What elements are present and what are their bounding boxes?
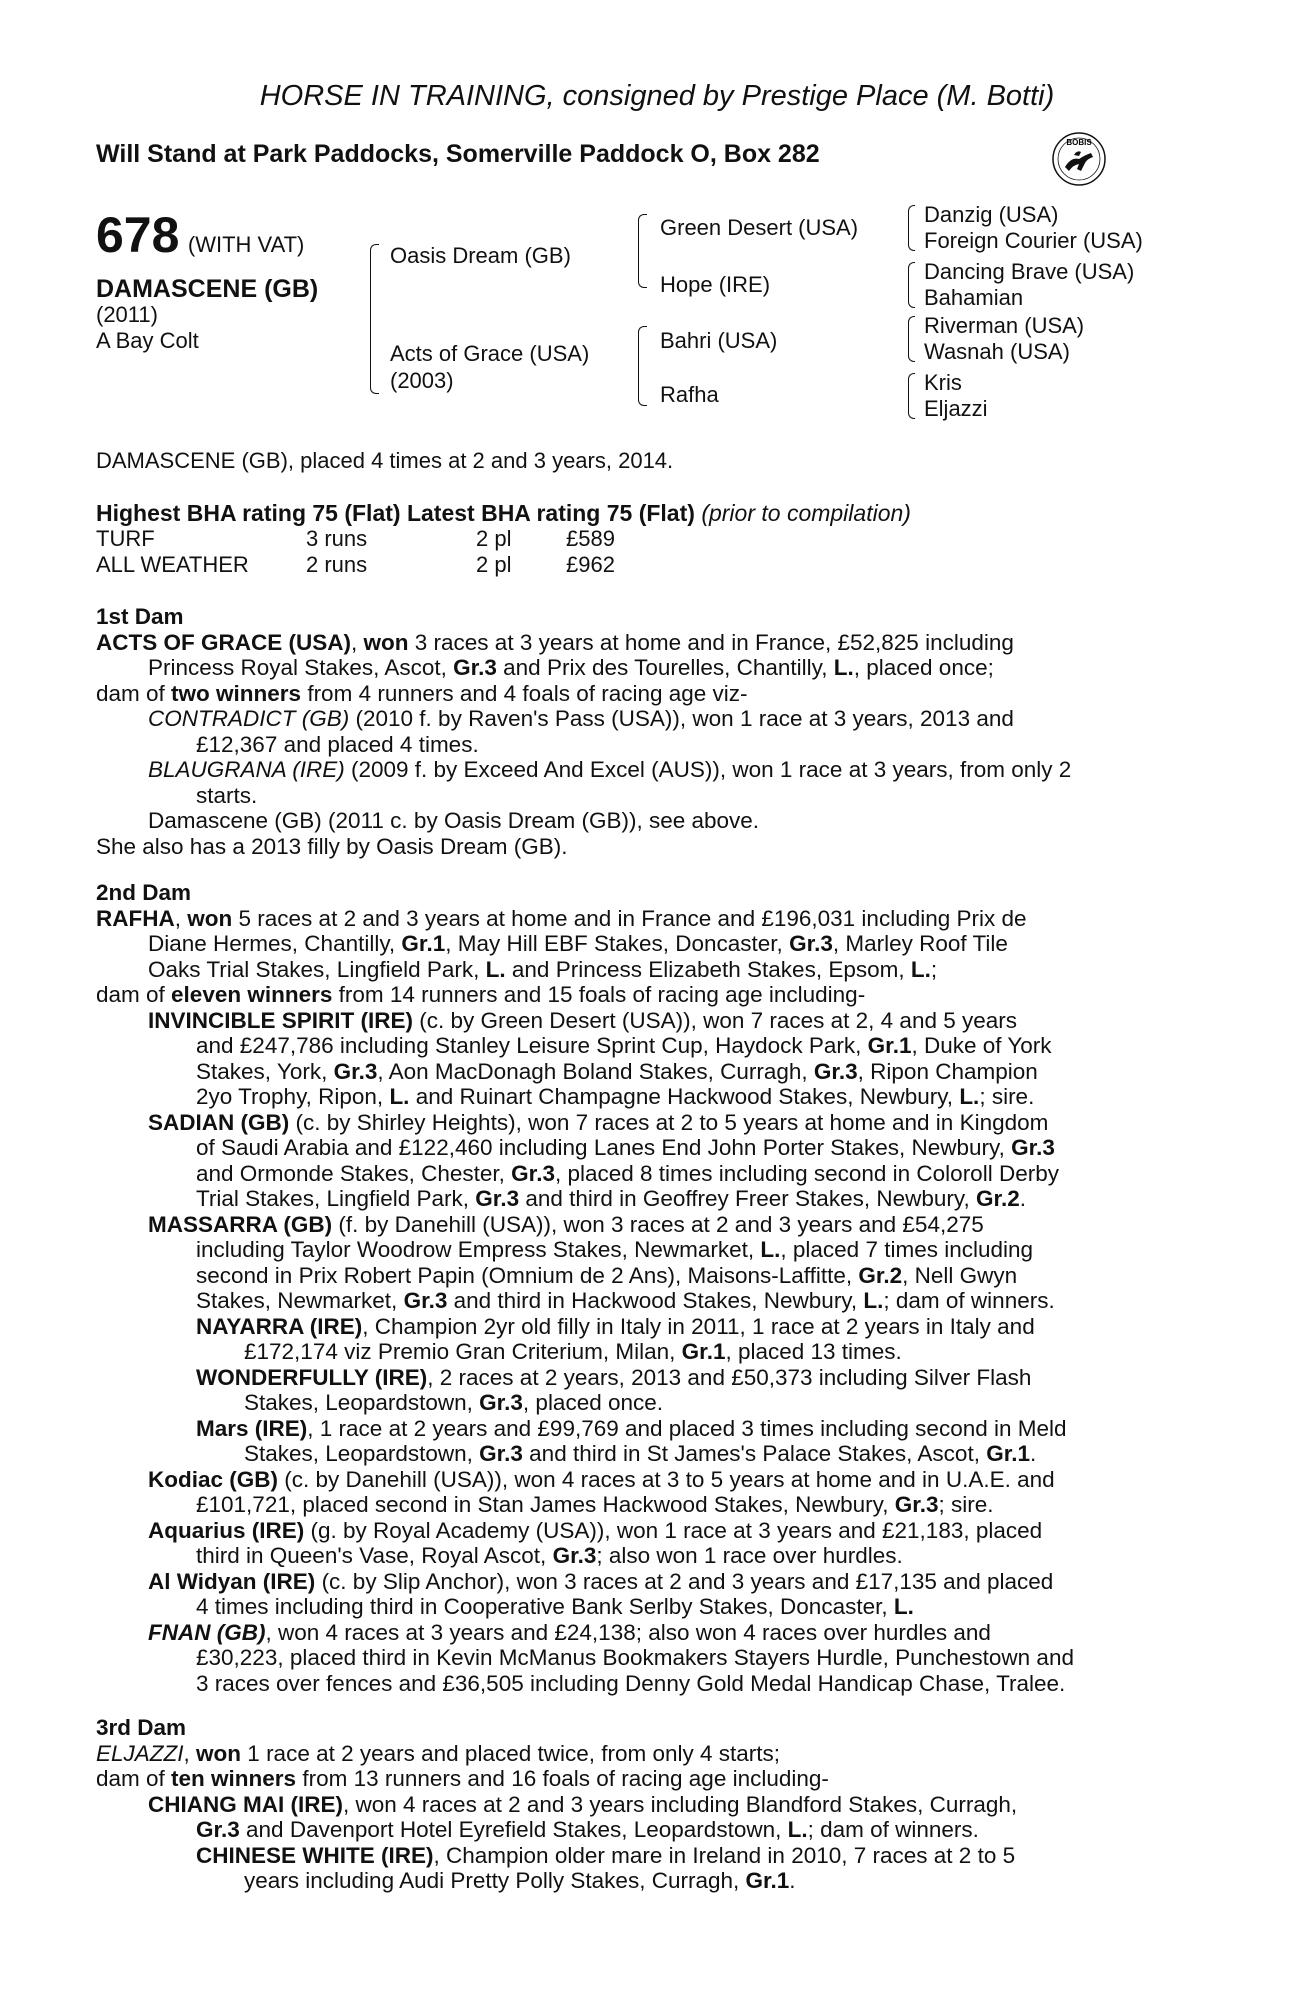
rating-row-turf <box>96 526 615 552</box>
text-fragment: Stakes, Newmarket, <box>196 1288 404 1313</box>
pedigree-sds: Dancing Brave (USA) <box>924 259 1135 284</box>
rating-surface: ALL WEATHER <box>96 552 249 577</box>
text-fragment: ELJAZZI <box>96 1740 184 1766</box>
text-fragment: , 2 races at 2 years, 2013 and £50,373 including Silver Flash <box>427 1364 1032 1390</box>
text-fragment: (g. by Royal Academy (USA)), won 1 race at 3 years and £21,183, placed <box>304 1517 1043 1543</box>
text-fragment: and third in St James's Palace Stakes, Ascot, <box>522 1441 987 1466</box>
text-line <box>96 1339 1074 1365</box>
pedigree-ddd: Eljazzi <box>924 396 988 421</box>
text-fragment: ; also won 1 race over hurdles. <box>596 1543 903 1568</box>
text-fragment: 5 races at 2 and 3 years at home and in France and £196,031 including Prix de <box>232 905 1027 931</box>
third-dam-heading: 3rd Dam <box>96 1715 187 1740</box>
text-line <box>96 1868 1017 1894</box>
text-line <box>96 982 1074 1008</box>
text-fragment: , won 4 races at 2 and 3 years including Blandford Stakes, Curragh, <box>343 1791 1018 1817</box>
text-fragment: L. <box>389 1084 410 1109</box>
text-fragment: Stakes, York, <box>196 1058 334 1084</box>
text-fragment: , 1 race at 2 years and £99,769 and placed 3 times including second in Meld <box>307 1415 1067 1441</box>
text-line <box>96 1161 1074 1187</box>
pedigree-bracket-3a <box>908 205 915 251</box>
text-line <box>96 1817 1017 1843</box>
text-fragment: , May Hill EBF Stakes, Doncaster, <box>445 931 790 956</box>
text-fragment: Gr.2 <box>975 1186 1020 1211</box>
text-fragment: (c. by Danehill (USA)), won 4 races at 3 to 5 years at home and in U.A.E. and <box>278 1466 1055 1492</box>
text-fragment: ; dam of winners. <box>807 1817 979 1842</box>
text-fragment: Gr.3 <box>789 931 833 956</box>
text-line <box>96 957 1074 983</box>
pedigree-bracket-2a <box>638 214 647 288</box>
text-fragment: and third in Hackwood Stakes, Newbury, <box>447 1288 864 1313</box>
text-fragment: L. <box>760 1237 781 1262</box>
text-line <box>96 1186 1074 1212</box>
lot-number-row <box>96 206 304 264</box>
text-line <box>96 1084 1074 1110</box>
text-fragment: £30,223, placed third in Kevin McManus Bookmakers Stayers Hurdle, Punchestown and <box>196 1645 1074 1670</box>
text-line <box>96 1008 1074 1034</box>
text-fragment: L. <box>485 956 506 982</box>
text-fragment: Gr.1 <box>867 1033 912 1058</box>
rating-line <box>96 500 911 527</box>
text-fragment: including Taylor Woodrow Empress Stakes, Newmarket, <box>196 1237 761 1262</box>
rating-runs: 3 runs <box>306 526 368 551</box>
text-fragment: 1 race at 2 years and placed twice, from only 4 starts; <box>241 1740 781 1766</box>
text-fragment: won <box>187 905 233 931</box>
text-fragment: RAFHA <box>96 905 175 931</box>
text-fragment: 2yo Trophy, Ripon, <box>196 1084 390 1109</box>
page-title: HORSE IN TRAINING, consigned by Prestige Place (M. Botti) <box>259 80 1055 112</box>
text-fragment: Gr.3 <box>403 1288 448 1313</box>
text-line <box>96 1620 1074 1646</box>
text-fragment: SADIAN (GB) <box>148 1109 290 1135</box>
text-fragment: Gr.3 <box>1011 1135 1055 1160</box>
text-fragment: L. <box>833 655 854 680</box>
text-line <box>96 1467 1074 1493</box>
text-fragment: CONTRADICT (GB) <box>148 706 350 731</box>
text-line <box>96 706 1071 732</box>
text-line <box>96 1843 1017 1869</box>
text-fragment: Diane Hermes, Chantilly, <box>148 931 402 956</box>
text-fragment: INVINCIBLE SPIRIT (IRE) <box>148 1007 414 1033</box>
text-fragment: of Saudi Arabia and £122,460 including Lanes End John Porter Stakes, Newbury, <box>196 1135 1012 1160</box>
text-fragment: from 14 runners and 15 foals of racing age including- <box>332 982 866 1007</box>
text-fragment: , Duke of York <box>911 1033 1052 1058</box>
rating-placed: 2 pl <box>476 526 512 551</box>
text-fragment: dam of <box>96 1766 172 1791</box>
text-fragment: 4 times including third in Cooperative Bank Serlby Stakes, Doncaster, <box>196 1594 894 1619</box>
text-fragment: ; sire. <box>979 1084 1035 1109</box>
second-dam-section <box>96 880 1074 1696</box>
text-fragment: L. <box>863 1288 884 1313</box>
text-line <box>96 931 1074 957</box>
text-fragment: third in Queen's Vase, Royal Ascot, <box>196 1543 553 1568</box>
text-fragment: Gr.3 <box>475 1186 520 1211</box>
race-summary: DAMASCENE (GB), placed 4 times at 2 and 3 years, 2014. <box>96 448 674 473</box>
text-fragment: Gr.3 <box>894 1492 939 1517</box>
text-fragment: (2009 f. by Exceed And Excel (AUS)), won 1 race at 3 years, from only 2 <box>344 757 1072 782</box>
text-fragment: CHIANG MAI (IRE) <box>148 1791 343 1817</box>
first-dam-section <box>96 604 1071 859</box>
vat-note: (WITH VAT) <box>187 232 305 257</box>
text-fragment: , placed 8 times including second in Coloroll Derby <box>554 1160 1059 1186</box>
third-dam-section <box>96 1715 1017 1894</box>
text-line <box>96 757 1071 783</box>
rating-row-all-weather <box>96 552 615 578</box>
pedigree-sire: Oasis Dream (GB) <box>390 243 571 268</box>
second-dam-heading: 2nd Dam <box>96 880 192 905</box>
text-fragment: two winners <box>171 680 302 706</box>
text-line <box>96 1110 1074 1136</box>
text-fragment: (c. by Green Desert (USA)), won 7 races at 2, 4 and 5 years <box>413 1007 1018 1033</box>
text-fragment: Gr.3 <box>333 1058 378 1084</box>
text-fragment: ; <box>930 956 938 982</box>
text-line <box>96 1059 1074 1085</box>
pedigree-dam-sire: Bahri (USA) <box>660 328 778 353</box>
text-fragment: ACTS OF GRACE (USA) <box>96 629 351 655</box>
text-fragment: WONDERFULLY (IRE) <box>196 1364 428 1390</box>
text-line <box>96 1390 1074 1416</box>
pedigree-dam: Acts of Grace (USA) <box>390 341 590 366</box>
text-line <box>96 1212 1074 1238</box>
pedigree-dam-dam: Rafha <box>660 382 719 407</box>
text-fragment: She also has a 2013 filly by Oasis Dream (GB). <box>96 833 568 859</box>
text-fragment: Gr.3 <box>453 655 497 680</box>
text-line <box>96 1314 1074 1340</box>
text-fragment: starts. <box>196 782 258 808</box>
text-fragment: eleven winners <box>171 982 333 1007</box>
text-line <box>96 1518 1074 1544</box>
text-fragment: . <box>789 1868 796 1893</box>
text-fragment: Stakes, Leopardstown, <box>244 1390 480 1415</box>
pedigree-sdd: Bahamian <box>924 285 1024 310</box>
text-fragment: Damascene (GB) (2011 c. by Oasis Dream (GB)), see above. <box>148 808 760 833</box>
text-fragment: Trial Stakes, Lingfield Park, <box>196 1186 476 1211</box>
text-fragment: , Champion 2yr old filly in Italy in 2011, 1 race at 2 years in Italy and <box>362 1313 1035 1339</box>
horse-description: A Bay Colt <box>96 328 199 353</box>
text-fragment: . <box>1029 1441 1037 1466</box>
text-fragment: , won 4 races at 3 years and £24,138; also won 4 races over hurdles and <box>265 1619 991 1645</box>
text-fragment: Gr.3 <box>479 1441 523 1466</box>
text-fragment: Al Widyan (IRE) <box>148 1568 316 1594</box>
text-fragment: (f. by Danehill (USA)), won 3 races at 2 and 3 years and £54,275 <box>332 1211 984 1237</box>
rating-bold: Highest BHA rating 75 (Flat) Latest BHA rating 75 (Flat) <box>96 500 695 526</box>
text-fragment: dam of <box>96 982 172 1007</box>
text-fragment: dam of <box>96 680 172 706</box>
text-fragment: NAYARRA (IRE) <box>196 1313 363 1339</box>
text-fragment: £101,721, placed second in Stan James Hackwood Stakes, Newbury, <box>196 1492 895 1517</box>
text-line <box>96 1237 1074 1263</box>
text-fragment: (c. by Shirley Heights), won 7 races at 2 to 5 years at home and in Kingdom <box>289 1109 1049 1135</box>
text-line <box>96 1416 1074 1442</box>
text-fragment: , Ripon Champion <box>857 1058 1038 1084</box>
text-fragment: years including Audi Pretty Polly Stakes, Curragh, <box>244 1868 746 1893</box>
text-line <box>96 1135 1074 1161</box>
text-fragment: Gr.3 <box>479 1390 523 1415</box>
text-line <box>96 1288 1074 1314</box>
text-fragment: , <box>174 905 188 931</box>
first-dam-heading: 1st Dam <box>96 604 184 629</box>
horse-year: (2011) <box>96 302 158 327</box>
text-fragment: and Princess Elizabeth Stakes, Epsom, <box>505 956 911 982</box>
text-fragment: and Prix des Tourelles, Chantilly, <box>496 655 834 680</box>
pedigree-bracket-3c <box>908 316 915 362</box>
text-line <box>96 655 1071 681</box>
text-fragment: Gr.1 <box>401 931 446 956</box>
pedigree-dsd: Wasnah (USA) <box>924 339 1070 364</box>
pedigree-bracket-3d <box>908 373 915 419</box>
text-fragment: , placed 7 times including <box>780 1237 1034 1262</box>
text-fragment: Kodiac (GB) <box>148 1466 279 1492</box>
rating-runs: 2 runs <box>306 552 368 577</box>
text-fragment: (c. by Slip Anchor), won 3 races at 2 and 3 years and £17,135 and placed <box>315 1568 1054 1594</box>
text-fragment: , placed once; <box>853 655 994 680</box>
pedigree-bracket-1 <box>370 244 379 394</box>
text-fragment: and Davenport Hotel Eyrefield Stakes, Leopardstown, <box>239 1817 788 1842</box>
lot-number: 678 <box>96 207 180 263</box>
text-fragment: Aquarius (IRE) <box>148 1517 305 1543</box>
text-fragment: ; sire. <box>938 1492 994 1517</box>
text-fragment: £172,174 viz Premio Gran Criterium, Milan, <box>244 1339 682 1364</box>
text-fragment: , placed once. <box>522 1390 664 1415</box>
text-fragment: , <box>183 1740 197 1766</box>
d2-line <box>96 906 1074 932</box>
pedigree-dam-year: (2003) <box>390 368 454 393</box>
text-fragment: BLAUGRANA (IRE) <box>148 757 345 782</box>
text-fragment: won <box>363 629 409 655</box>
text-fragment: Gr.3 <box>552 1543 597 1568</box>
text-fragment: L. <box>959 1084 980 1109</box>
text-line <box>96 681 1071 707</box>
pedigree-bracket-2b <box>638 326 647 406</box>
text-line <box>96 1033 1074 1059</box>
horse-name: DAMASCENE (GB) <box>96 275 319 303</box>
rating-prize: £962 <box>566 552 615 577</box>
text-fragment: and Ruinart Champagne Hackwood Stakes, Newbury, <box>409 1084 960 1109</box>
rating-note: (prior to compilation) <box>701 500 911 526</box>
text-line <box>96 1594 1074 1620</box>
text-fragment: , Champion older mare in Ireland in 2010, 7 races at 2 to 5 <box>433 1842 1016 1868</box>
text-fragment: (2010 f. by Raven's Pass (USA)), won 1 race at 3 years, 2013 and <box>349 706 1014 731</box>
pedigree-dss: Riverman (USA) <box>924 313 1085 338</box>
bobis-logo-text: BOBIS <box>1066 138 1092 147</box>
text-fragment: ten winners <box>171 1766 297 1791</box>
text-fragment: won <box>196 1740 242 1766</box>
text-fragment: , placed 13 times. <box>725 1339 902 1364</box>
text-line: ACTS OF GRACE (USA), won 3 races at 3 years at home and in France, £52,825 including <box>96 629 1014 655</box>
text-fragment: Princess Royal Stakes, Ascot, <box>148 655 454 680</box>
text-fragment: Gr.1 <box>681 1339 726 1364</box>
text-fragment: from 4 runners and 4 foals of racing age viz- <box>301 680 748 706</box>
text-line <box>96 1569 1074 1595</box>
text-fragment: Gr.1 <box>745 1868 790 1893</box>
text-fragment: £12,367 and placed 4 times. <box>196 731 479 757</box>
text-fragment: 3 races at 3 years at home and in France, £52,825 including <box>408 629 1014 655</box>
text-fragment: and third in Geoffrey Freer Stakes, Newbury, <box>519 1186 976 1211</box>
text-fragment: 3 races over fences and £36,505 including Denny Gold Medal Handicap Chase, Tralee. <box>196 1670 1066 1696</box>
rating-surface: TURF <box>96 526 155 551</box>
text-line <box>96 1263 1074 1289</box>
pedigree-sss: Danzig (USA) <box>924 202 1059 227</box>
pedigree-bracket-3b <box>908 262 915 308</box>
text-fragment: Oaks Trial Stakes, Lingfield Park, <box>148 956 486 982</box>
text-fragment: L. <box>787 1817 808 1842</box>
text-fragment: L. <box>893 1594 914 1619</box>
text-fragment: , Nell Gwyn <box>902 1262 1018 1288</box>
text-line <box>96 1365 1074 1391</box>
rating-prize: £589 <box>566 526 615 551</box>
text-fragment: ; dam of winners. <box>883 1288 1055 1313</box>
text-fragment: and £247,786 including Stanley Leisure Sprint Cup, Haydock Park, <box>196 1033 868 1058</box>
text-line <box>96 1441 1074 1467</box>
text-line <box>96 1543 1074 1569</box>
text-line <box>96 1492 1074 1518</box>
text-fragment: MASSARRA (GB) <box>148 1211 333 1237</box>
text-fragment: L. <box>910 956 931 982</box>
text-line <box>96 1792 1017 1818</box>
text-fragment: from 13 runners and 16 foals of racing age including- <box>296 1766 829 1791</box>
text-line <box>96 1766 1017 1792</box>
text-fragment: . <box>1019 1186 1026 1211</box>
text-fragment: Gr.1 <box>986 1441 1030 1466</box>
pedigree-dds: Kris <box>924 370 962 395</box>
text-fragment: Gr.3 <box>196 1817 240 1842</box>
text-fragment: Mars (IRE) <box>196 1415 308 1441</box>
pedigree-sire-dam: Hope (IRE) <box>660 272 771 297</box>
pedigree-ssd: Foreign Courier (USA) <box>924 228 1143 253</box>
text-fragment: FNAN (GB) <box>148 1619 266 1645</box>
rating-placed: 2 pl <box>476 552 512 577</box>
text-fragment: CHINESE WHITE (IRE) <box>196 1842 434 1868</box>
bobis-logo <box>1051 131 1107 187</box>
stand-location: Will Stand at Park Paddocks, Somerville Paddock O, Box 282 <box>96 140 820 168</box>
text-line <box>96 1741 1017 1767</box>
text-fragment: and Ormonde Stakes, Chester, <box>196 1160 512 1186</box>
text-fragment: Gr.3 <box>813 1058 858 1084</box>
text-fragment: Stakes, Leopardstown, <box>244 1441 480 1466</box>
text-fragment: Gr.3 <box>511 1160 555 1186</box>
text-fragment: second in Prix Robert Papin (Omnium de 2 Ans), Maisons-Laffitte, <box>196 1262 859 1288</box>
pedigree-sire-sire: Green Desert (USA) <box>660 215 859 240</box>
text-fragment: , Aon MacDonagh Boland Stakes, Curragh, <box>377 1058 814 1084</box>
text-fragment: Gr.2 <box>858 1262 903 1288</box>
text-fragment: , Marley Roof Tile <box>832 931 1008 956</box>
